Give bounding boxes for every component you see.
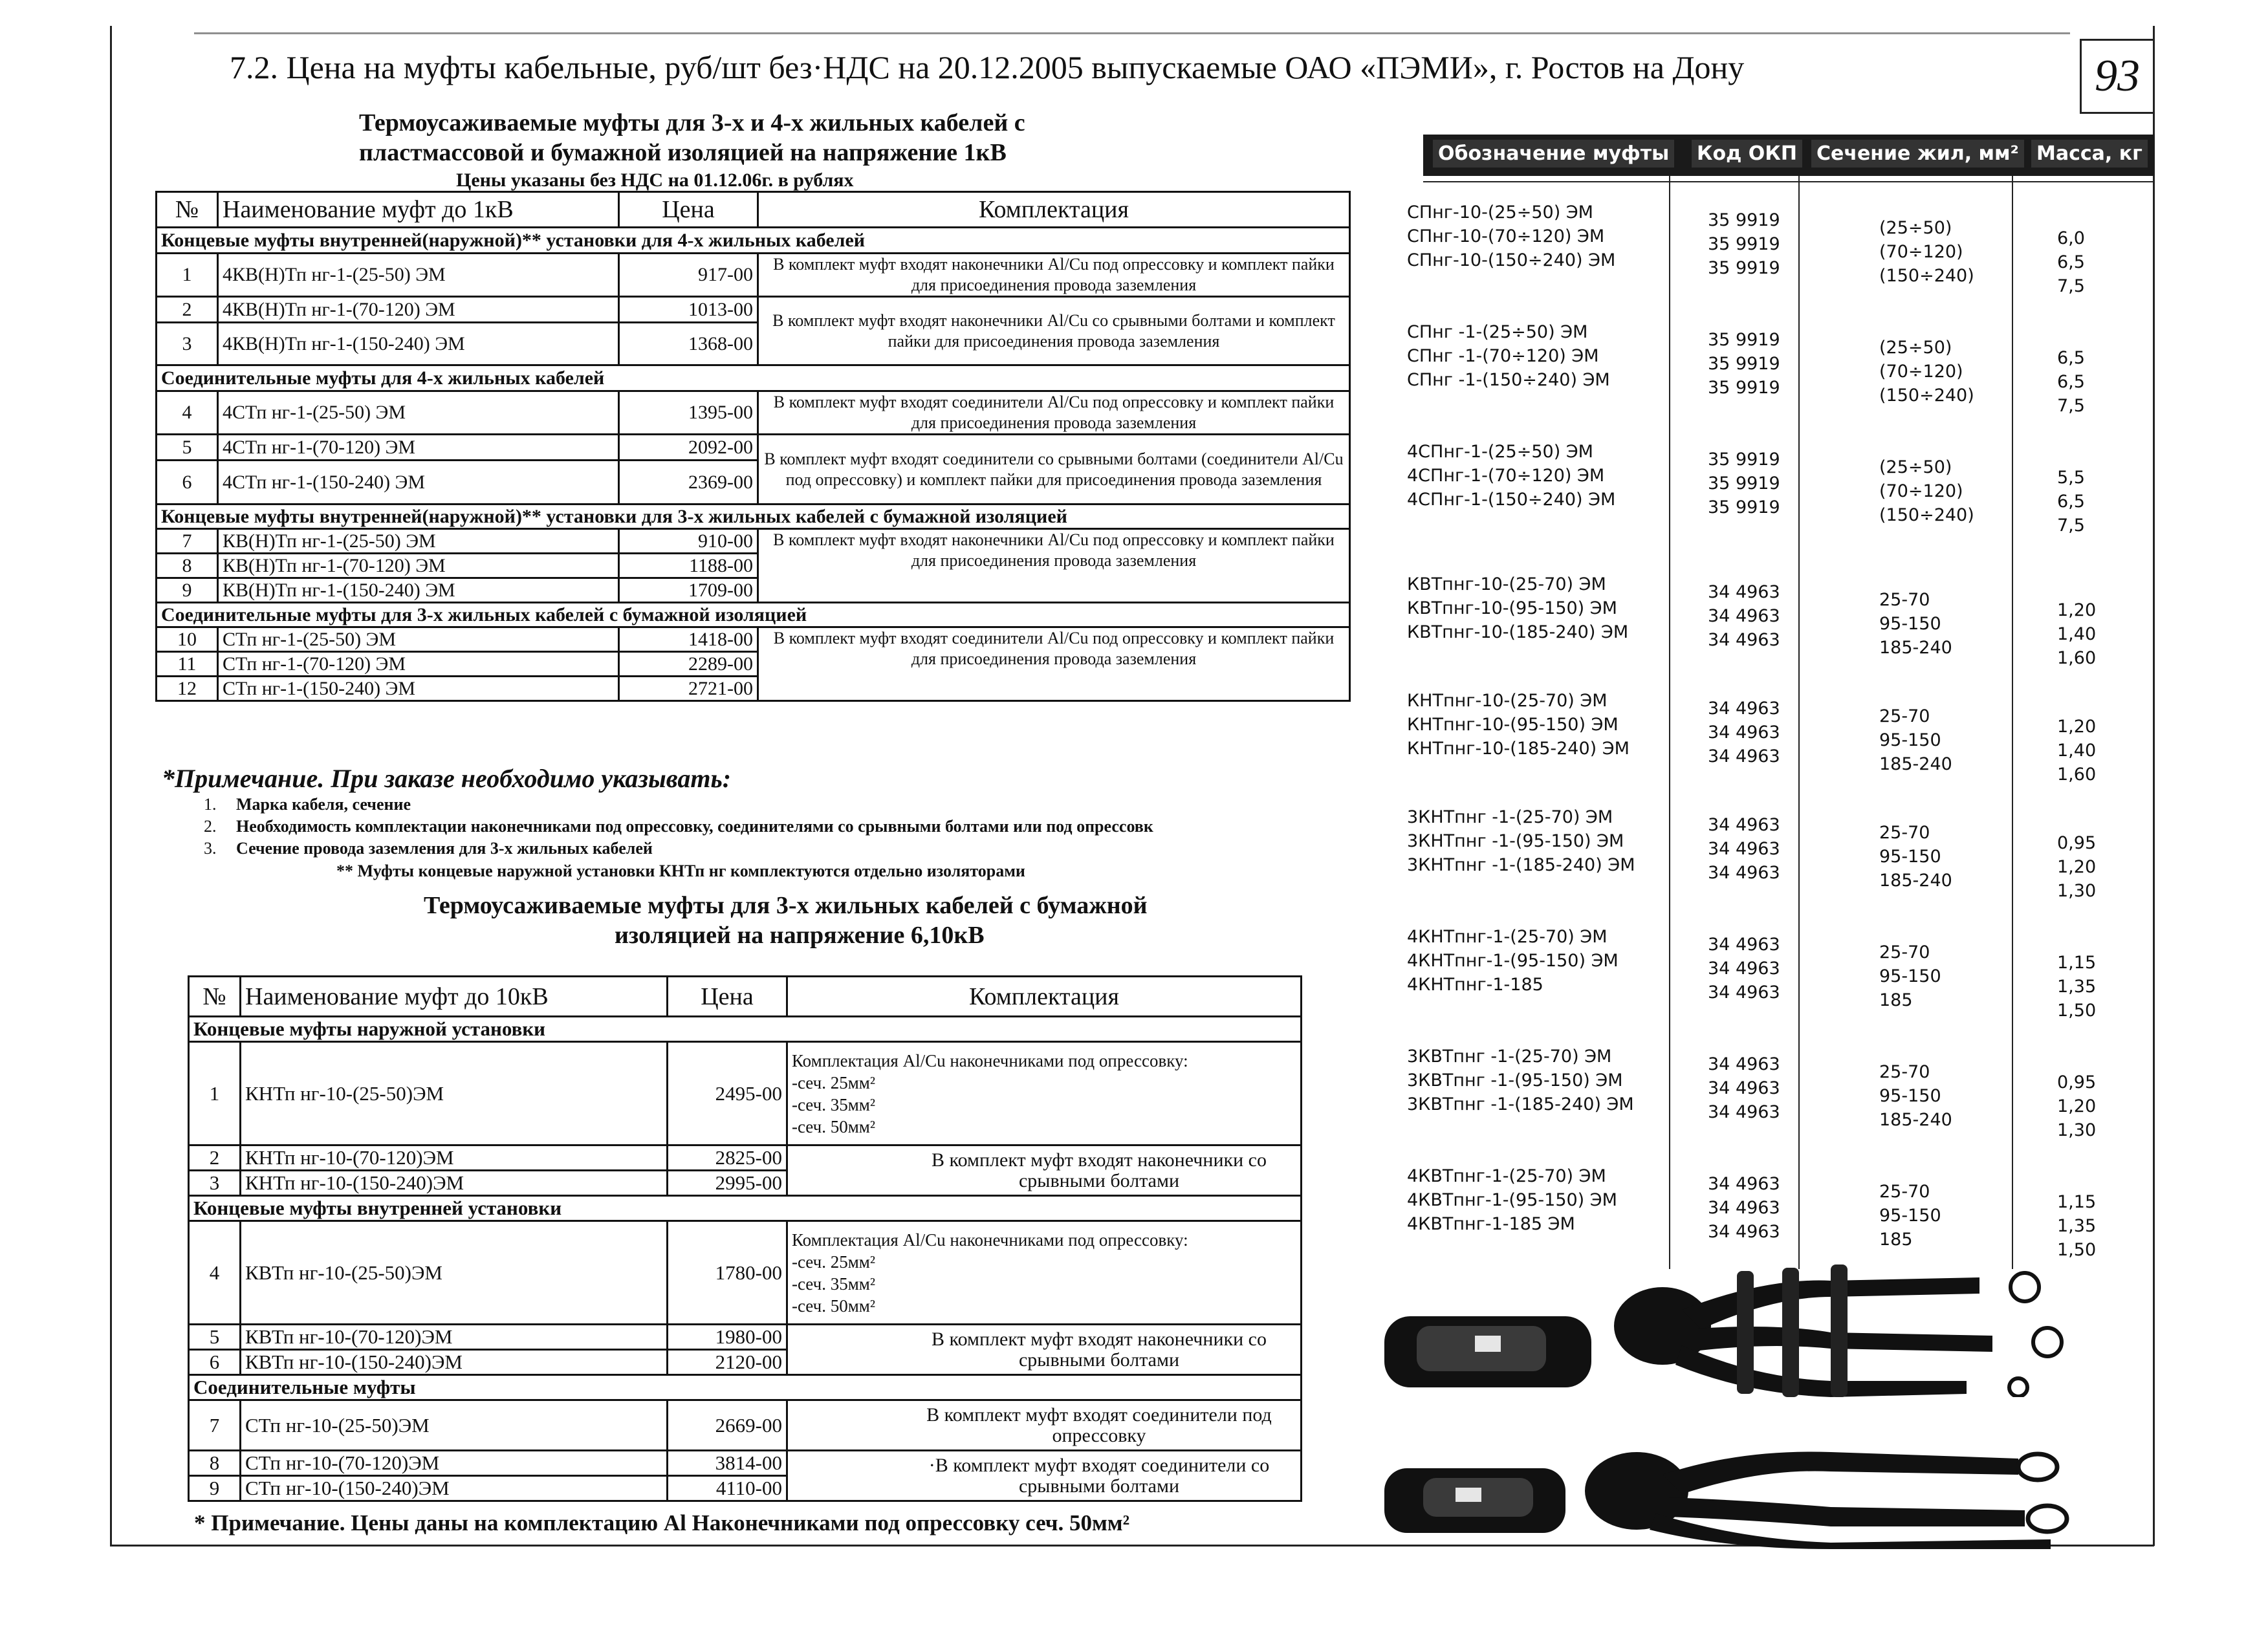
catalog-rule — [1423, 181, 2154, 182]
row-price: 1395-00 — [619, 391, 758, 435]
catalog-designation: СПнг -1-(150÷240) ЭМ — [1407, 370, 1610, 390]
row-number: 2 — [189, 1145, 241, 1171]
catalog-designation: 4КНТпнг-1-(95-150) ЭМ — [1407, 951, 1619, 971]
catalog-designation: 4СПнг-1-(70÷120) ЭМ — [1407, 466, 1605, 486]
row-number: 2 — [157, 297, 218, 323]
catalog-okp-code: 34 4963 — [1708, 746, 1780, 766]
catalog-okp-code: 35 9919 — [1708, 450, 1780, 470]
row-number: 3 — [189, 1171, 241, 1196]
catalog-designation: 4КВТпнг-1-(25-70) ЭМ — [1407, 1166, 1606, 1186]
catalog-mass: 7,5 — [2057, 516, 2085, 536]
row-number: 6 — [189, 1350, 241, 1375]
catalog-mass: 1,20 — [2057, 1096, 2097, 1116]
row-number: 8 — [157, 554, 218, 578]
catalog-section: 185 — [1879, 1230, 1913, 1250]
catalog-designation: 4КНТпнг-1-185 — [1407, 975, 1543, 995]
catalog-designation: 4КВТпнг-1-(95-150) ЭМ — [1407, 1190, 1617, 1210]
catalog-header-bar — [1423, 135, 2154, 176]
catalog-mass: 1,60 — [2057, 648, 2097, 668]
catalog-okp-code: 34 4963 — [1708, 1054, 1780, 1074]
row-name: СТп нг-1-(70-120) ЭМ — [218, 652, 619, 677]
col-header-name: Наименование муфт до 10кВ — [241, 977, 668, 1017]
catalog-col-okp: Код ОКП — [1692, 140, 1802, 168]
catalog-designation: 3КВТпнг -1-(185-240) ЭМ — [1407, 1094, 1634, 1114]
group-title: Соединительные муфты для 4-х жильных кабелей — [157, 365, 1350, 391]
catalog-section: 25-70 — [1879, 1182, 1930, 1202]
catalog-section: (70÷120) — [1879, 362, 1963, 382]
catalog-okp-code: 35 9919 — [1708, 330, 1780, 350]
catalog-section: 95-150 — [1879, 1086, 1941, 1106]
row-name: СТп нг-1-(150-240) ЭМ — [218, 677, 619, 701]
row-price: 1980-00 — [668, 1325, 787, 1350]
section2-heading-line2: изоляцией на напряжение 6,10кВ — [615, 922, 985, 949]
row-name: СТп нг-10-(150-240)ЭМ — [241, 1476, 668, 1501]
group-title: Соединительные муфты для 3-х жильных кабелей с бумажной изоляцией — [157, 603, 1350, 627]
row-number: 8 — [189, 1451, 241, 1476]
catalog-okp-code: 35 9919 — [1708, 354, 1780, 374]
cable-termination-photo-2 — [1378, 1436, 2102, 1549]
catalog-okp-code: 35 9919 — [1708, 234, 1780, 254]
catalog-designation: 4СПнг-1-(25÷50) ЭМ — [1407, 442, 1593, 462]
section2-heading-line1: Термоусаживаемые муфты для 3-х жильных кабелей с бумажной — [424, 892, 1148, 919]
catalog-okp-code: 34 4963 — [1708, 699, 1780, 719]
scan-top-line — [194, 32, 2070, 34]
row-price: 917-00 — [619, 254, 758, 297]
catalog-okp-code: 34 4963 — [1708, 982, 1780, 1003]
col-header-komplekt: Комплектация — [787, 977, 1302, 1017]
row-name: КВ(Н)Тп нг-1-(25-50) ЭМ — [218, 529, 619, 554]
catalog-section: (150÷240) — [1879, 505, 1974, 525]
notes-heading: *Примечание. При заказе необходимо указывать: — [162, 764, 732, 793]
group-title: Соединительные муфты — [189, 1375, 1302, 1400]
catalog-section: 95-150 — [1879, 1206, 1941, 1226]
row-number: 9 — [189, 1476, 241, 1501]
row-price: 2721-00 — [619, 677, 758, 701]
catalog-mass: 1,60 — [2057, 765, 2097, 785]
page-frame-right — [2153, 26, 2155, 1546]
col-header-num: № — [157, 192, 218, 228]
catalog-okp-code: 34 4963 — [1708, 1198, 1780, 1218]
row-number: 11 — [157, 652, 218, 677]
catalog-designation: СПнг-10-(25÷50) ЭМ — [1407, 202, 1593, 223]
catalog-mass: 6,5 — [2057, 492, 2085, 512]
catalog-mass: 1,50 — [2057, 1240, 2097, 1260]
row-number: 5 — [157, 435, 218, 461]
row-number: 3 — [157, 323, 218, 365]
catalog-mass: 1,15 — [2057, 953, 2097, 973]
row-name: СТп нг-10-(25-50)ЭМ — [241, 1400, 668, 1451]
catalog-section: (25÷50) — [1879, 457, 1952, 477]
row-price: 1188-00 — [619, 554, 758, 578]
catalog-mass: 5,5 — [2057, 468, 2085, 488]
row-price: 2995-00 — [668, 1171, 787, 1196]
row-price: 1780-00 — [668, 1221, 787, 1325]
section1-heading-line1: Термоусаживаемые муфты для 3-х и 4-х жильных кабелей с — [359, 109, 1025, 136]
row-name: 4КВ(Н)Тп нг-1-(25-50) ЭМ — [218, 254, 619, 297]
cable-termination-photo-1 — [1378, 1265, 2089, 1397]
catalog-col-designation: Обозначение муфты — [1433, 140, 1674, 168]
row-price: 2495-00 — [668, 1042, 787, 1145]
catalog-okp-code: 34 4963 — [1708, 935, 1780, 955]
catalog-section: 95-150 — [1879, 614, 1941, 634]
catalog-col-mass: Масса, кг — [2031, 140, 2148, 168]
row-number: 1 — [157, 254, 218, 297]
note-item: 3. Сечение провода заземления для 3-х жильных кабелей — [204, 839, 653, 858]
row-price: 1013-00 — [619, 297, 758, 323]
catalog-mass: 1,15 — [2057, 1192, 2097, 1212]
catalog-mass: 1,20 — [2057, 600, 2097, 620]
catalog-okp-code: 34 4963 — [1708, 959, 1780, 979]
page-frame-left — [110, 26, 112, 1546]
catalog-okp-code: 34 4963 — [1708, 1222, 1780, 1242]
catalog-designation: 4СПнг-1-(150÷240) ЭМ — [1407, 490, 1616, 510]
row-price: 4110-00 — [668, 1476, 787, 1501]
catalog-designation: КВТпнг-10-(185-240) ЭМ — [1407, 622, 1629, 642]
row-name: СТп нг-1-(25-50) ЭМ — [218, 627, 619, 652]
catalog-okp-code: 35 9919 — [1708, 378, 1780, 398]
row-number: 4 — [189, 1221, 241, 1325]
catalog-section: 25-70 — [1879, 942, 1930, 962]
catalog-section: (150÷240) — [1879, 266, 1974, 286]
page-title: 7.2. Цена на муфты кабельные, руб/шт без·НДС на 20.12.2005 выпускаемые ОАО «ПЭМИ», г. Ростов на Дону — [230, 49, 1745, 85]
catalog-designation: СПнг -1-(25÷50) ЭМ — [1407, 322, 1588, 342]
catalog-mass: 1,20 — [2057, 857, 2097, 877]
row-number: 10 — [157, 627, 218, 652]
catalog-mass: 1,30 — [2057, 881, 2097, 901]
group-title: Концевые муфты внутренней(наружной)** установки для 4-х жильных кабелей — [157, 228, 1350, 254]
row-name: СТп нг-10-(70-120)ЭМ — [241, 1451, 668, 1476]
catalog-section: (25÷50) — [1879, 338, 1952, 358]
catalog-section: (70÷120) — [1879, 481, 1963, 501]
catalog-section: (70÷120) — [1879, 242, 1963, 262]
catalog-designation: КНТпнг-10-(185-240) ЭМ — [1407, 739, 1630, 759]
row-name: КВТп нг-10-(25-50)ЭМ — [241, 1221, 668, 1325]
catalog-designation: СПнг-10-(150÷240) ЭМ — [1407, 250, 1616, 270]
catalog-section: 25-70 — [1879, 1062, 1930, 1082]
row-price: 2669-00 — [668, 1400, 787, 1451]
catalog-okp-code: 35 9919 — [1708, 210, 1780, 230]
catalog-okp-code: 34 4963 — [1708, 1174, 1780, 1194]
row-name: 4СТп нг-1-(150-240) ЭМ — [218, 461, 619, 505]
catalog-section: 25-70 — [1879, 706, 1930, 726]
catalog-designation: 4КНТпнг-1-(25-70) ЭМ — [1407, 927, 1608, 947]
catalog-mass: 0,95 — [2057, 833, 2097, 853]
group-title: Концевые муфты внутренней(наружной)** установки для 3-х жильных кабелей с бумажной изоляцией — [157, 505, 1350, 529]
row-name: 4КВ(Н)Тп нг-1-(70-120) ЭМ — [218, 297, 619, 323]
catalog-col-divider — [1798, 176, 1800, 1269]
catalog-okp-code: 35 9919 — [1708, 497, 1780, 517]
catalog-mass: 1,40 — [2057, 624, 2097, 644]
row-name: КВ(Н)Тп нг-1-(70-120) ЭМ — [218, 554, 619, 578]
row-price: 1368-00 — [619, 323, 758, 365]
row-number: 7 — [189, 1400, 241, 1451]
table2-footnote: * Примечание. Цены даны на комплектацию Al Наконечниками под опрессовку сеч. 50мм² — [194, 1510, 1130, 1536]
col-header-price: Цена — [619, 192, 758, 228]
table-1kv — [155, 191, 1351, 702]
catalog-designation: СПнг -1-(70÷120) ЭМ — [1407, 346, 1599, 366]
row-number: 12 — [157, 677, 218, 701]
row-komplekt: В комплект муфт входят соединители со срывными болтами (соединители Al/Cu под опрессовку) и комплект пайки для присоединения провода заземления — [758, 435, 1350, 505]
catalog-designation: СПнг-10-(70÷120) ЭМ — [1407, 226, 1605, 246]
row-price: 2289-00 — [619, 652, 758, 677]
row-price: 910-00 — [619, 529, 758, 554]
row-name: КНТп нг-10-(70-120)ЭМ — [241, 1145, 668, 1171]
row-komplekt: В комплект муфт входят наконечники Al/Cu под опрессовку и комплект пайки для присоединения провода заземления — [758, 254, 1350, 297]
catalog-section: 185-240 — [1879, 638, 1952, 658]
catalog-mass: 1,35 — [2057, 1216, 2097, 1236]
catalog-mass: 7,5 — [2057, 396, 2085, 416]
catalog-section: 95-150 — [1879, 966, 1941, 986]
catalog-okp-code: 35 9919 — [1708, 258, 1780, 278]
row-price: 1709-00 — [619, 578, 758, 603]
row-komplekt: В комплект муфт входят наконечники со срывными болтами — [787, 1325, 1302, 1375]
note-double-star: ** Муфты концевые наружной установки КНТп нг комплектуются отдельно изоляторами — [336, 862, 1025, 880]
row-number: 4 — [157, 391, 218, 435]
catalog-mass: 1,50 — [2057, 1001, 2097, 1021]
catalog-designation: 3КВТпнг -1-(25-70) ЭМ — [1407, 1047, 1612, 1067]
catalog-mass: 6,5 — [2057, 372, 2085, 392]
row-komplekt: В комплект муфт входят наконечники Al/Cu со срывными болтами и комплект пайки для присоединения провода заземления — [758, 297, 1350, 365]
row-number: 9 — [157, 578, 218, 603]
section1-subheading: Цены указаны без НДС на 01.12.06г. в рублях — [456, 169, 854, 191]
catalog-okp-code: 34 4963 — [1708, 1102, 1780, 1122]
catalog-okp-code: 34 4963 — [1708, 630, 1780, 650]
row-price: 2120-00 — [668, 1350, 787, 1375]
catalog-designation: КВТпнг-10-(95-150) ЭМ — [1407, 598, 1617, 618]
row-komplekt: Комплектация Al/Cu наконечниками под опрессовку: -сеч. 25мм² -сеч. 35мм² -сеч. 50мм² — [787, 1042, 1302, 1145]
group-title: Концевые муфты наружной установки — [189, 1017, 1302, 1042]
row-komplekt: ·В комплект муфт входят соединители со срывными болтами — [787, 1451, 1302, 1501]
catalog-okp-code: 34 4963 — [1708, 863, 1780, 883]
catalog-designation: КНТпнг-10-(95-150) ЭМ — [1407, 715, 1619, 735]
col-header-name: Наименование муфт до 1кВ — [218, 192, 619, 228]
row-price: 2825-00 — [668, 1145, 787, 1171]
catalog-okp-code: 34 4963 — [1708, 1078, 1780, 1098]
note-item: 2. Необходимость комплектации наконечниками под опрессовку, соединителями со срывными болтами или под опрессовк — [204, 817, 1153, 836]
notes-block — [162, 763, 1153, 860]
row-name: 4КВ(Н)Тп нг-1-(150-240) ЭМ — [218, 323, 619, 365]
table-10kv — [188, 975, 1302, 1502]
row-price: 2369-00 — [619, 461, 758, 505]
catalog-okp-code: 34 4963 — [1708, 582, 1780, 602]
row-komplekt: В комплект муфт входят соединители под опрессовку — [787, 1400, 1302, 1451]
catalog-section: 95-150 — [1879, 730, 1941, 750]
catalog-designation: 4КВТпнг-1-185 ЭМ — [1407, 1214, 1575, 1234]
catalog-section: (150÷240) — [1879, 385, 1974, 406]
row-number: 7 — [157, 529, 218, 554]
catalog-col-section: Сечение жил, мм² — [1811, 140, 2024, 168]
catalog-section: 185-240 — [1879, 754, 1952, 774]
page-number: 93 — [2080, 39, 2155, 114]
catalog-designation: КНТпнг-10-(25-70) ЭМ — [1407, 691, 1608, 711]
row-name: 4СТп нг-1-(25-50) ЭМ — [218, 391, 619, 435]
catalog-designation: 3КНТпнг -1-(25-70) ЭМ — [1407, 807, 1613, 827]
col-header-num: № — [189, 977, 241, 1017]
section1-heading-line2: пластмассовой и бумажной изоляцией на напряжение 1кВ — [359, 139, 1007, 166]
catalog-okp-code: 34 4963 — [1708, 815, 1780, 835]
catalog-mass: 1,40 — [2057, 741, 2097, 761]
catalog-mass: 6,5 — [2057, 252, 2085, 272]
row-name: КНТп нг-10-(25-50)ЭМ — [241, 1042, 668, 1145]
row-name: КВТп нг-10-(70-120)ЭМ — [241, 1325, 668, 1350]
row-name: КВТп нг-10-(150-240)ЭМ — [241, 1350, 668, 1375]
catalog-okp-code: 35 9919 — [1708, 473, 1780, 494]
catalog-designation: КВТпнг-10-(25-70) ЭМ — [1407, 574, 1606, 594]
col-header-komplekt: Комплектация — [758, 192, 1350, 228]
catalog-mass: 1,20 — [2057, 717, 2097, 737]
row-number: 6 — [157, 461, 218, 505]
catalog-section: 25-70 — [1879, 590, 1930, 610]
catalog-okp-code: 34 4963 — [1708, 606, 1780, 626]
row-komplekt: В комплект муфт входят соединители Al/Cu под опрессовку и комплект пайки для присоединения провода заземления — [758, 391, 1350, 435]
row-name: 4СТп нг-1-(70-120) ЭМ — [218, 435, 619, 461]
row-name: КВ(Н)Тп нг-1-(150-240) ЭМ — [218, 578, 619, 603]
catalog-mass: 6,5 — [2057, 348, 2085, 368]
catalog-designation: 3КНТпнг -1-(185-240) ЭМ — [1407, 855, 1635, 875]
row-komplekt: Комплектация Al/Cu наконечниками под опрессовку: -сеч. 25мм² -сеч. 35мм² -сеч. 50мм² — [787, 1221, 1302, 1325]
catalog-section: (25÷50) — [1879, 218, 1952, 238]
row-price: 1418-00 — [619, 627, 758, 652]
catalog-section: 185-240 — [1879, 871, 1952, 891]
catalog-section: 185-240 — [1879, 1110, 1952, 1130]
catalog-section: 95-150 — [1879, 847, 1941, 867]
row-number: 5 — [189, 1325, 241, 1350]
catalog-mass: 1,35 — [2057, 977, 2097, 997]
catalog-section: 25-70 — [1879, 823, 1930, 843]
catalog-section: 185 — [1879, 990, 1913, 1010]
row-price: 2092-00 — [619, 435, 758, 461]
catalog-mass: 1,30 — [2057, 1120, 2097, 1140]
catalog-okp-code: 34 4963 — [1708, 722, 1780, 743]
row-komplekt: В комплект муфт входят наконечники Al/Cu под опрессовку и комплект пайки для присоединения провода заземления — [758, 529, 1350, 603]
row-komplekt: В комплект муфт входят соединители Al/Cu под опрессовку и комплект пайки для присоединения провода заземления — [758, 627, 1350, 701]
row-price: 3814-00 — [668, 1451, 787, 1476]
catalog-designation: 3КНТпнг -1-(95-150) ЭМ — [1407, 831, 1624, 851]
note-item: 1. Марка кабеля, сечение — [204, 795, 411, 814]
row-name: КНТп нг-10-(150-240)ЭМ — [241, 1171, 668, 1196]
catalog-col-divider — [1669, 176, 1670, 1269]
row-number: 1 — [189, 1042, 241, 1145]
group-title: Концевые муфты внутренней установки — [189, 1196, 1302, 1221]
catalog-designation: 3КВТпнг -1-(95-150) ЭМ — [1407, 1070, 1623, 1091]
catalog-mass: 0,95 — [2057, 1072, 2097, 1092]
catalog-col-divider — [2012, 176, 2013, 1269]
catalog-mass: 7,5 — [2057, 276, 2085, 296]
col-header-price: Цена — [668, 977, 787, 1017]
catalog-okp-code: 34 4963 — [1708, 839, 1780, 859]
row-komplekt: В комплект муфт входят наконечники со срывными болтами — [787, 1145, 1302, 1196]
catalog-mass: 6,0 — [2057, 228, 2085, 248]
